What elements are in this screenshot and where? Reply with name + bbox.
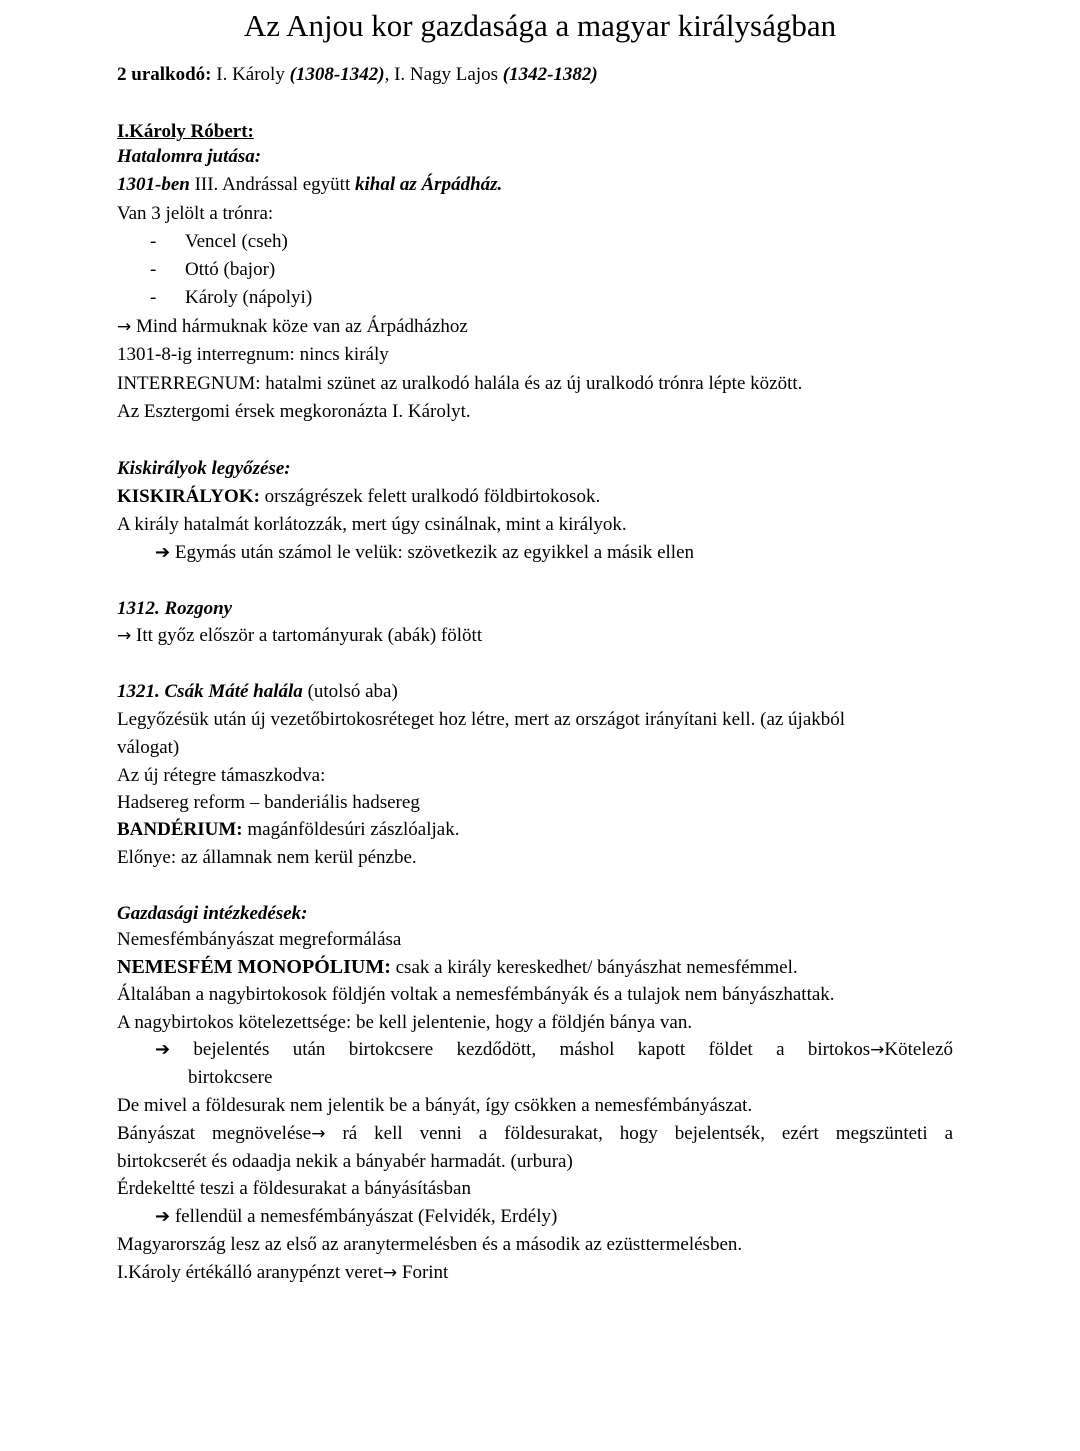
crowning-line: Az Esztergomi érsek megkoronázta I. Károlyt. — [117, 401, 471, 422]
arrow-line-rozgony — [117, 623, 482, 649]
page-title: Az Anjou kor gazdasága a magyar királyságban — [243, 8, 837, 43]
list-item — [150, 229, 156, 255]
kiskiralyok-def-text: országrészek felett uralkodó földbirtokosok. — [259, 486, 601, 507]
ruler-1-years: (1308-1342) — [289, 64, 385, 85]
interregnum-definition: INTERREGNUM: hatalmi szünet az uralkodó halála és az új uralkodó trónra lépte között. — [117, 373, 803, 394]
csak-line-2a: Legyőzésük után új vezetőbirtokosréteget hoz létre, mert az országot irányítani kell. (az újakból — [117, 709, 846, 730]
line-1301 — [117, 172, 502, 198]
gazd-line-1: Nemesfémbányászat megreformálása — [117, 929, 402, 950]
arrow-line-text: fellendül a nemesfémbányászat (Felvidék, Erdély) — [170, 1206, 558, 1227]
line-1301-text: III. Andrással együtt — [189, 174, 355, 195]
bullet-dash: - — [150, 231, 157, 252]
bold-arrow-icon: ➔ — [155, 542, 171, 563]
year-1321: 1321. — [117, 681, 160, 702]
emphasis-kihal: kihal az Árpádház. — [354, 174, 503, 195]
ruler-2-years: (1342-1382) — [502, 64, 598, 85]
forint-line-text: I.Károly értékálló aranypénzt veret — [117, 1262, 383, 1283]
gazd-line-11 — [117, 1260, 448, 1286]
gazd-line-4: A nagybirtokos kötelezettsége: be kell jelentenie, hogy a földjén bánya van. — [117, 1012, 693, 1033]
arrow-line-arpadhaz — [117, 314, 468, 340]
arrow-line-text: Egymás után számol le velük: szövetkezik az egyikkel a másik ellen — [170, 542, 695, 563]
monopolium-def-text: csak a király kereskedhet/ bányászhat nemesfémmel. — [390, 957, 798, 978]
subheading-kiskiralyok: Kiskirályok legyőzése: — [117, 458, 291, 479]
term-nemesfem-monopolium: NEMESFÉM MONOPÓLIUM: — [117, 956, 391, 978]
csak-heading-line — [117, 679, 398, 705]
kiskiralyok-definition — [117, 484, 600, 510]
candidate-2: Ottó (bajor) — [185, 259, 276, 280]
rulers-line — [117, 62, 598, 88]
term-banderium: BANDÉRIUM: — [117, 819, 243, 840]
bold-arrow-icon: ➔ — [155, 1039, 171, 1060]
banderium-definition — [117, 817, 459, 843]
emphasis-csak-mate: Csák Máté halála — [159, 681, 303, 702]
gazd-line-10: Magyarország lesz az első az aranytermelésben és a második az ezüsttermelésben. — [117, 1234, 743, 1255]
gazd-line-6: De mivel a földesurak nem jelentik be a bányát, így csökken a nemesfémbányászat. — [117, 1095, 753, 1116]
line-7-text: rá kell venni a földesurakat, hogy bejelentsék, ezért megszünteti a — [325, 1123, 953, 1144]
arrow-icon: → — [382, 1263, 398, 1283]
ruler-1-name: I. Károly — [211, 64, 290, 85]
term-kiskiralyok: KISKIRÁLYOK: — [117, 486, 260, 507]
gazd-line-8: Érdekeltté teszi a földesurakat a bányásításban — [117, 1178, 471, 1199]
monopolium-definition — [117, 954, 798, 981]
csak-line-6: Előnye: az államnak nem kerül pénzbe. — [117, 847, 417, 868]
csak-line-2b: válogat) — [117, 737, 180, 758]
arrow-icon: → — [117, 626, 132, 646]
arrow-line-text: Mind hármuknak köze van az Árpádházhoz — [131, 316, 468, 337]
arrow-line-fellendul — [155, 1204, 557, 1230]
kiskiralyok-line-2: A király hatalmát korlátozzák, mert úgy csinálnak, mint a királyok. — [117, 514, 627, 535]
gazd-line-3: Általában a nagybirtokosok földjén voltak a nemesfémbányák és a tulajok nem bányászhattak. — [117, 984, 835, 1005]
interregnum-line: 1301-8-ig interregnum: nincs király — [117, 344, 389, 365]
candidate-3: Károly (nápolyi) — [185, 287, 313, 308]
subheading-hatalomra: Hatalomra jutása: — [117, 146, 262, 167]
bullet-dash: - — [150, 287, 157, 308]
arrow-icon: → — [117, 317, 132, 337]
arrow-line-szamol — [155, 540, 694, 566]
candidates-intro: Van 3 jelölt a trónra: — [117, 203, 274, 224]
section-heading-karoly: I.Károly Róbert: — [117, 121, 254, 142]
ruler-separator: , I. Nagy Lajos — [384, 64, 503, 85]
gazd-arrow-continuation: birtokcsere — [188, 1067, 273, 1088]
arrow-icon: → — [311, 1124, 326, 1144]
arrow-line-text: bejelentés után birtokcsere kezdődött, máshol kapott földet a birtokos — [170, 1039, 871, 1060]
list-item — [150, 285, 156, 311]
bold-arrow-icon: ➔ — [155, 1206, 171, 1227]
gazd-line-7c: birtokcserét és odaadja nekik a bányabér harmadát. (urbura) — [117, 1151, 573, 1172]
candidate-1: Vencel (cseh) — [185, 231, 288, 252]
forint-text: Forint — [397, 1262, 449, 1283]
list-item — [150, 257, 156, 283]
arrow-line-birtokcsere — [155, 1037, 953, 1063]
csak-line-4: Hadsereg reform – banderiális hadsereg — [117, 792, 420, 813]
csak-note: (utolsó aba) — [302, 681, 398, 702]
subheading-rozgony: 1312. Rozgony — [117, 598, 233, 619]
kotelezo-text: Kötelező — [884, 1039, 953, 1060]
subheading-gazdasagi: Gazdasági intézkedések: — [117, 903, 308, 924]
banyaszat-text: Bányászat megnövelése — [117, 1123, 312, 1144]
bullet-dash: - — [150, 259, 157, 280]
banderium-def-text: magánföldesúri zászlóaljak. — [242, 819, 460, 840]
arrow-icon: → — [870, 1040, 885, 1060]
csak-line-3: Az új rétegre támaszkodva: — [117, 765, 326, 786]
date-1301: 1301-ben — [117, 174, 190, 195]
arrow-line-text: Itt győz először a tartományurak (abák) fölött — [131, 625, 483, 646]
gazd-line-7 — [117, 1121, 953, 1147]
rulers-label: 2 uralkodó: — [117, 64, 212, 85]
